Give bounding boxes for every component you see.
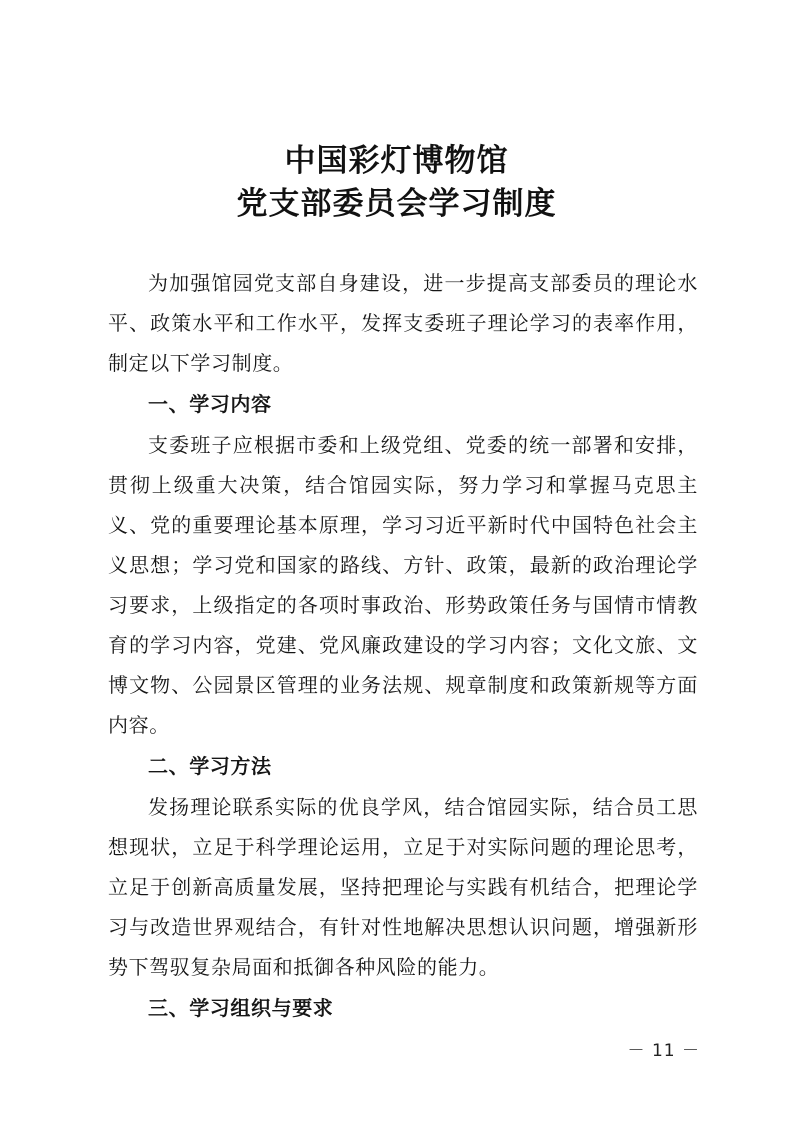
title-line-1: 中国彩灯博物馆 [284,143,509,179]
section-heading-3: 三、学习组织与要求 [148,996,334,1020]
section-body-2: 发扬理论联系实际的优良学风，结合馆园实际，结合员工思想现状，立足于科学理论运用，立足于对实际问题的理论思考，立足于创新高质量发展，坚持把理论与实践有机结合，把理论学习与改造世界观结合，有针对性地解决思想认识问题，增强新形势下驾驭复杂局面和抵御各种风险的能力。 [108,795,698,979]
intro-paragraph: 为加强馆园党支部自身建设，进一步提高支部委员的理论水平、政策水平和工作水平，发挥支委班子理论学习的表率作用，制定以下学习制度。 [108,271,698,375]
section-heading-1: 一、学习内容 [148,392,272,416]
title-line-2: 党支部委员会学习制度 [236,186,557,222]
document-title [0,140,793,226]
page-number: － 11 － [627,1041,700,1061]
document-body [108,263,698,1029]
section-body-1: 支委班子应根据市委和上级党组、党委的统一部署和安排，贯彻上级重大决策，结合馆园实际，努力学习和掌握马克思主义、党的重要理论基本原理，学习习近平新时代中国特色社会主义思想；学习党和国家的路线、方针、政策，最新的政治理论学习要求，上级指定的各项时事政治、形势政策任务与国情市情教育的学习内容，党建、党风廉政建设的学习内容；文化文旅、文博文物、公园景区管理的业务法规、规章制度和政策新规等方面内容。 [108,433,698,737]
section-heading-2: 二、学习方法 [148,754,272,778]
